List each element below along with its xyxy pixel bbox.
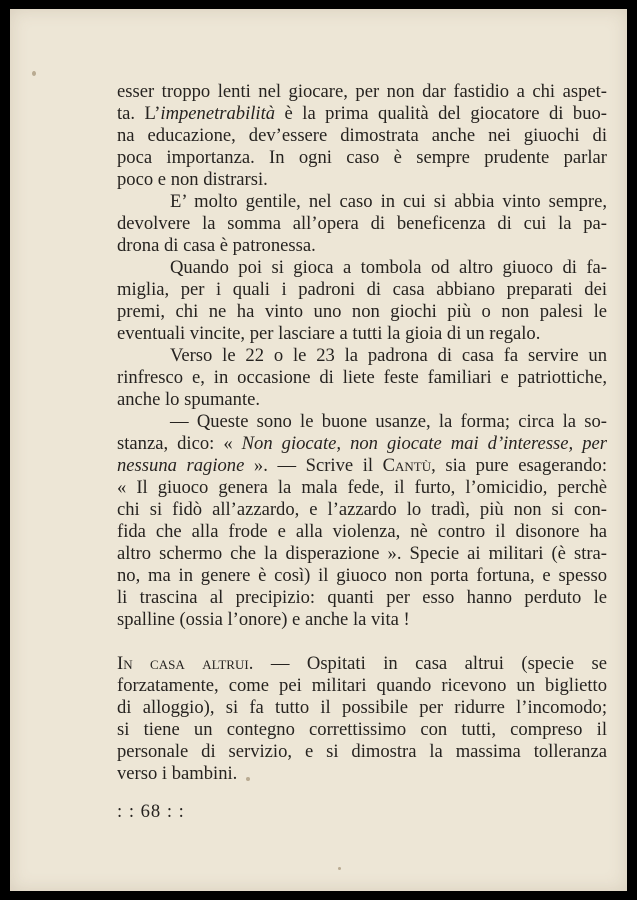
text-run: anche lo spumante.	[117, 389, 261, 410]
text-line	[117, 565, 607, 587]
text-line	[117, 697, 607, 719]
text-line	[117, 411, 607, 433]
text-run: eventuali vincite, per lasciare a tutti la gioia di un regalo.	[117, 323, 541, 344]
text-run: si tiene un contegno correttissimo con tutti, compreso il	[117, 719, 607, 740]
text-line	[117, 675, 607, 697]
text-line	[117, 521, 607, 543]
text-line	[117, 455, 607, 477]
paper-spot	[32, 71, 36, 76]
text-run: , sia pure esagerando:	[431, 455, 607, 476]
italic-text: nessuna ragione	[117, 455, 245, 476]
text-run: verso i bambini.	[117, 763, 238, 784]
text-run: E’ molto gentile, nel caso in cui si abbia vinto sempre,	[170, 191, 607, 212]
text-line	[117, 653, 607, 675]
text-run: Verso le 22 o le 23 la padrona di casa fa servire un	[170, 345, 607, 366]
text-run: ta. L’	[117, 103, 161, 124]
text-run: personale di servizio, e si dimostra la massima tolleranza	[117, 741, 607, 762]
text-run: esser troppo lenti nel giocare, per non dar fastidio a chi aspet-	[117, 81, 607, 102]
text-line	[117, 499, 607, 521]
text-line	[117, 213, 607, 235]
text-run: premi, chi ne ha vinto uno non giochi più o non palesi le	[117, 301, 607, 322]
paper-spot	[338, 867, 341, 870]
text-run: devolvere la somma all’opera di beneficenza di cui la pa-	[117, 213, 607, 234]
text-line	[117, 125, 607, 147]
smallcaps-text: In casa altrui	[117, 653, 249, 674]
text-run: rinfresco e, in occasione di liete feste familiari e patriottiche,	[117, 367, 607, 388]
text-run: spalline (ossia l’onore) e anche la vita !	[117, 609, 410, 630]
text-run: no, ma in genere è così) il giuoco non porta fortuna, e spesso	[117, 565, 607, 586]
text-run: altro schermo che la disperazione ». Specie ai militari (è stra-	[117, 543, 607, 564]
text-line	[117, 323, 607, 345]
text-run: ». — Scrive il	[244, 455, 383, 476]
text-line	[117, 543, 607, 565]
text-line	[117, 81, 607, 103]
text-run: na educazione, dev’essere dimostrata anche nei giuochi di	[117, 125, 607, 146]
text-line	[117, 389, 607, 411]
smallcaps-text: Cantù	[382, 455, 432, 476]
text-run: li trascina al precipizio: quanti per esso hanno perduto le	[117, 587, 607, 608]
text-line	[117, 433, 607, 455]
text-run: chi si fidò all’azzardo, e l’azzardo lo tradì, più non si con-	[117, 499, 607, 520]
text-run: è la prima qualità del giocatore di buo-	[275, 103, 608, 124]
text-run: fida che alla frode e alla violenza, nè contro il disonore ha	[117, 521, 607, 542]
book-page	[10, 9, 627, 891]
text-run: di alloggio), si fa tutto il possibile per ridurre l’incomodo;	[117, 697, 607, 718]
text-run: stanza, dico: «	[117, 433, 242, 454]
text-run: poco e non distrarsi.	[117, 169, 268, 190]
text-line	[117, 169, 607, 191]
paragraph-gap	[117, 631, 607, 653]
italic-text: Non giocate, non giocate mai d’interesse, per	[241, 433, 607, 454]
text-run: « Il giuoco genera la mala fede, il furto, l’omicidio, perchè	[117, 477, 607, 498]
italic-text: impenetrabilità	[160, 103, 276, 124]
text-run: Quando poi si gioca a tombola od altro giuoco di fa-	[170, 257, 607, 278]
text-line	[117, 191, 607, 213]
text-run: poca importanza. In ogni caso è sempre prudente parlar	[117, 147, 607, 168]
text-line	[117, 587, 607, 609]
text-line	[117, 719, 607, 741]
text-line	[117, 477, 607, 499]
text-run: miglia, per i quali i padroni di casa abbiano preparati dei	[117, 279, 607, 300]
text-line	[117, 103, 607, 125]
text-line	[117, 609, 607, 631]
text-line	[117, 763, 607, 785]
text-run: forzatamente, come pei militari quando ricevono un biglietto	[117, 675, 607, 696]
text-line	[117, 279, 607, 301]
text-run: . — Ospitati in casa altrui (specie se	[248, 653, 607, 674]
text-run: drona di casa è patronessa.	[117, 235, 316, 256]
text-line	[117, 367, 607, 389]
text-line	[117, 147, 607, 169]
page-number: : : 68 : :	[117, 801, 185, 822]
text-line	[117, 257, 607, 279]
text-line	[117, 741, 607, 763]
body-text	[117, 81, 607, 785]
text-line	[117, 301, 607, 323]
text-line	[117, 345, 607, 367]
text-run: — Queste sono le buone usanze, la forma; circa la so-	[170, 411, 607, 432]
text-line	[117, 235, 607, 257]
